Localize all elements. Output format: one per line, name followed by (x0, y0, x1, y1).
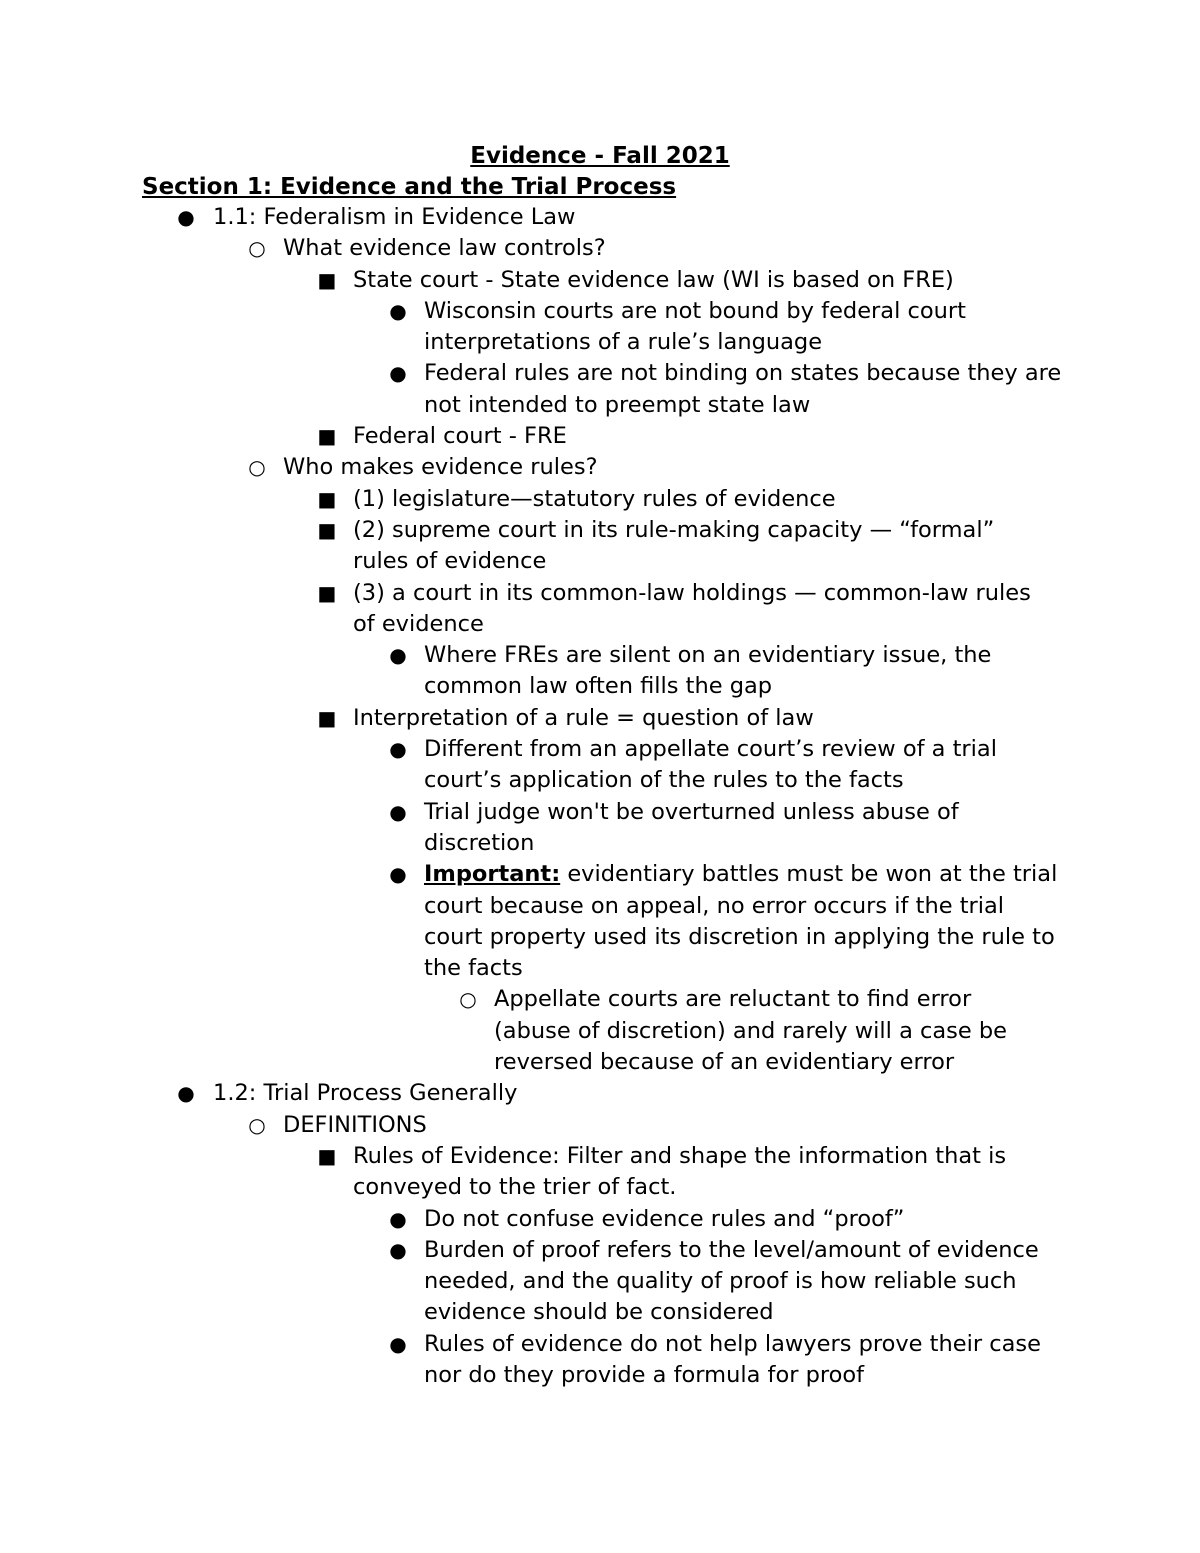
outline-item (0, 703, 1053, 734)
section-heading: Section 1: Evidence and the Trial Process (142, 174, 677, 200)
outline-item-text: Do not confuse evidence rules and “proof” (424, 1205, 905, 1232)
disc-bullet-icon (383, 1235, 413, 1266)
disc-bullet-icon (383, 1329, 413, 1360)
outline-item-text: Different from an appellate court’s review of a trial court’s application of the rules to the facts (424, 736, 997, 794)
outline-item-text: Burden of proof refers to the level/amount of evidence needed, and the quality of proof is how reliable such evidence should be considered (424, 1236, 1039, 1326)
outline-item-text: Trial judge won't be overturned unless abuse of discretion (424, 798, 959, 856)
outline-item-text: What evidence law controls? (283, 235, 606, 262)
outline-item-text: 1.2: Trial Process Generally (213, 1080, 518, 1107)
important-label: Important: (424, 861, 561, 888)
outline-item (0, 640, 1064, 703)
outline-item-text: (2) supreme court in its rule-making capacity — “formal” rules of evidence (353, 516, 995, 575)
outline-item-text: (1) legislature—statutory rules of evidence (353, 485, 836, 512)
outline-item (0, 797, 1064, 860)
outline-item-text: (3) a court in its common-law holdings — common-law rules of evidence (353, 579, 1031, 637)
square-bullet-icon (312, 515, 342, 546)
outline-item (0, 265, 1053, 296)
outline-item (0, 1078, 1113, 1109)
outline-item (0, 734, 1064, 797)
outline-item-body: evidentiary battles must be won at the trial court because on appeal, no error occurs if the trial court property used its discretion in applying the rule to the facts (424, 861, 1058, 982)
outline-item-text: Who makes evidence rules? (283, 454, 598, 481)
outline-item-text: Rules of evidence do not help lawyers prove their case nor do they provide a formula for proof (424, 1330, 1041, 1388)
outline-item (0, 859, 1064, 984)
outline-item (0, 358, 1064, 421)
outline-item-text: Where FREs are silent on an evidentiary issue, the common law often fills the gap (424, 642, 992, 700)
outline-list (0, 202, 1200, 1391)
outline-item (0, 452, 1063, 483)
outline-item (0, 233, 1063, 264)
circle-bullet-icon (242, 452, 272, 483)
disc-bullet-icon (171, 202, 201, 233)
outline-item-text: Federal rules are not binding on states because they are not intended to preempt state law (424, 360, 1062, 418)
outline-item (0, 484, 1053, 515)
outline-item-text: Wisconsin courts are not bound by federal court interpretations of a rule’s language (424, 297, 966, 356)
outline-item (0, 1235, 1064, 1329)
disc-bullet-icon (383, 797, 413, 828)
square-bullet-icon (312, 1141, 342, 1172)
outline-item (0, 1204, 1064, 1235)
square-bullet-icon (312, 578, 342, 609)
disc-bullet-icon (383, 859, 413, 890)
outline-item-text: Interpretation of a rule = question of law (353, 704, 814, 731)
circle-bullet-icon (242, 1110, 272, 1141)
disc-bullet-icon (383, 734, 413, 765)
document-title: Evidence - Fall 2021 (470, 143, 730, 169)
disc-bullet-icon (383, 1204, 413, 1235)
disc-bullet-icon (383, 640, 413, 671)
outline-item (0, 515, 1053, 578)
square-bullet-icon (312, 703, 342, 734)
square-bullet-icon (312, 484, 342, 515)
outline-item (0, 421, 1053, 452)
circle-bullet-icon (242, 233, 272, 264)
circle-bullet-icon (453, 984, 483, 1015)
outline-item (0, 1110, 1063, 1141)
outline-item (0, 296, 1064, 359)
outline-item-text: DEFINITIONS (283, 1111, 427, 1138)
outline-item (0, 202, 1113, 233)
disc-bullet-icon (383, 358, 413, 389)
square-bullet-icon (312, 421, 342, 452)
outline-item (0, 984, 1054, 1078)
outline-item-text: 1.1: Federalism in Evidence Law (213, 204, 576, 230)
outline-item-text: Appellate courts are reluctant to find error (abuse of discretion) and rarely will a case be reversed because of an evidentiary error (494, 986, 1008, 1076)
outline-item-text: Rules of Evidence: Filter and shape the information that is conveyed to the trier of fact. (353, 1142, 1007, 1201)
square-bullet-icon (312, 265, 342, 296)
outline-item (0, 1141, 1053, 1204)
outline-item-text: Federal court - FRE (353, 423, 567, 450)
outline-item-text (424, 859, 1064, 984)
disc-bullet-icon (383, 296, 413, 327)
outline-item-text: State court - State evidence law (WI is based on FRE) (353, 266, 954, 293)
outline-item (0, 578, 1053, 641)
outline-item (0, 1329, 1064, 1392)
disc-bullet-icon (171, 1078, 201, 1109)
